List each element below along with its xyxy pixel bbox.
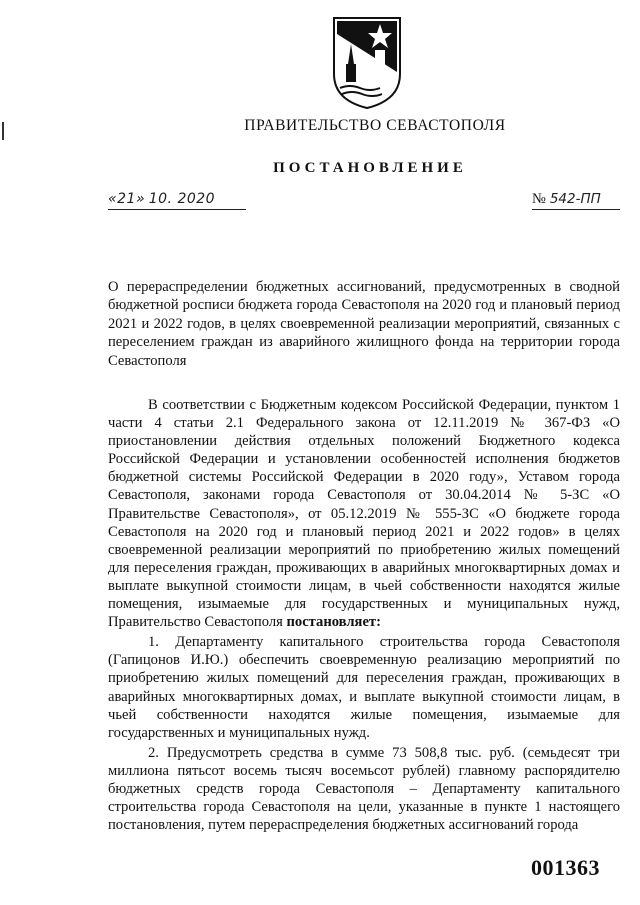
date-day: 21 <box>117 191 136 207</box>
document-body <box>108 396 620 836</box>
list-item: 1. Департаменту капитального строительства города Севастополя (Гапицонов И.Ю.) обеспечить своевременную реализацию мероприятий по приобретению жилых помещений для переселения граждан, проживающих в аварийных многоквартирных домах, и выплате выкупной стоимости лицам, в чьей собственности находятся жилые помещения, изымаемые для государственных и муниципальных нужд. <box>108 634 620 741</box>
date-close-quote: » <box>135 191 146 207</box>
document-date <box>108 191 246 210</box>
scan-margin-mark <box>2 122 4 140</box>
coat-of-arms-icon <box>328 14 406 110</box>
page-number: 001363 <box>531 855 600 880</box>
number-value: 542-ПП <box>549 191 601 207</box>
document-subject: О перераспределении бюджетных ассигнований, предусмотренных в сводной бюджетной росписи бюджета города Севастополя на 2020 год и плановый период 2021 и 2022 годов, в целях своевременной реализации мероприятий, связанных с переселением граждан из аварийного жилищного фонда на территории города Севастополя <box>108 279 620 369</box>
list-item: 2. Предусмотреть средства в сумме 73 508,8 тыс. руб. (семьдесят три миллиона пятьсот восемь тысяч восемьсот рублей) главному распорядителю бюджетных средств города Севастополя – Департаменту капитального строительства города Севастополя на цели, указанные в пункте 1 настоящего постановления, путем перераспределения бюджетных ассигнований города <box>108 744 620 834</box>
resolution-keyword: постановляет: <box>286 614 381 631</box>
document-type-heading: ПОСТАНОВЛЕНИЕ <box>273 160 467 176</box>
number-label: № <box>532 191 546 207</box>
document-number <box>532 191 620 210</box>
government-title: ПРАВИТЕЛЬСТВО СЕВАСТОПОЛЯ <box>244 117 506 134</box>
date-month-year: 10. 2020 <box>148 191 216 207</box>
preamble-paragraph <box>108 396 620 631</box>
date-open-quote: « <box>108 191 118 207</box>
preamble-text: В соответствии с Бюджетным кодексом Российской Федерации, пунктом 1 части 4 статьи 2.1 Федерального закона от 12.11.2019 № 367-ФЗ «О приостановлении действия отдельных положений Бюджетного кодекса Российской Федерации и установлении особенностей исполнения бюджетов бюджетной системы Российской Федерации в 2020 году», Уставом города Севастополя, законами города Севастополя от 30.04.2014 № 5-ЗС «О Правительстве Севастополя», от 05.12.2019 № 555-ЗС «О бюджете города Севастополя на 2020 год и плановый период 2021 и 2022 годов» в целях своевременной реализации мероприятий по приобретению жилых помещений для переселения граждан, проживающих в аварийных многоквартирных домах и выплате выкупной стоимости лицам, в чьей собственности находятся жилые помещения, изымаемые для государственных и муниципальных нужд, Правительство Севастополя <box>108 397 620 631</box>
